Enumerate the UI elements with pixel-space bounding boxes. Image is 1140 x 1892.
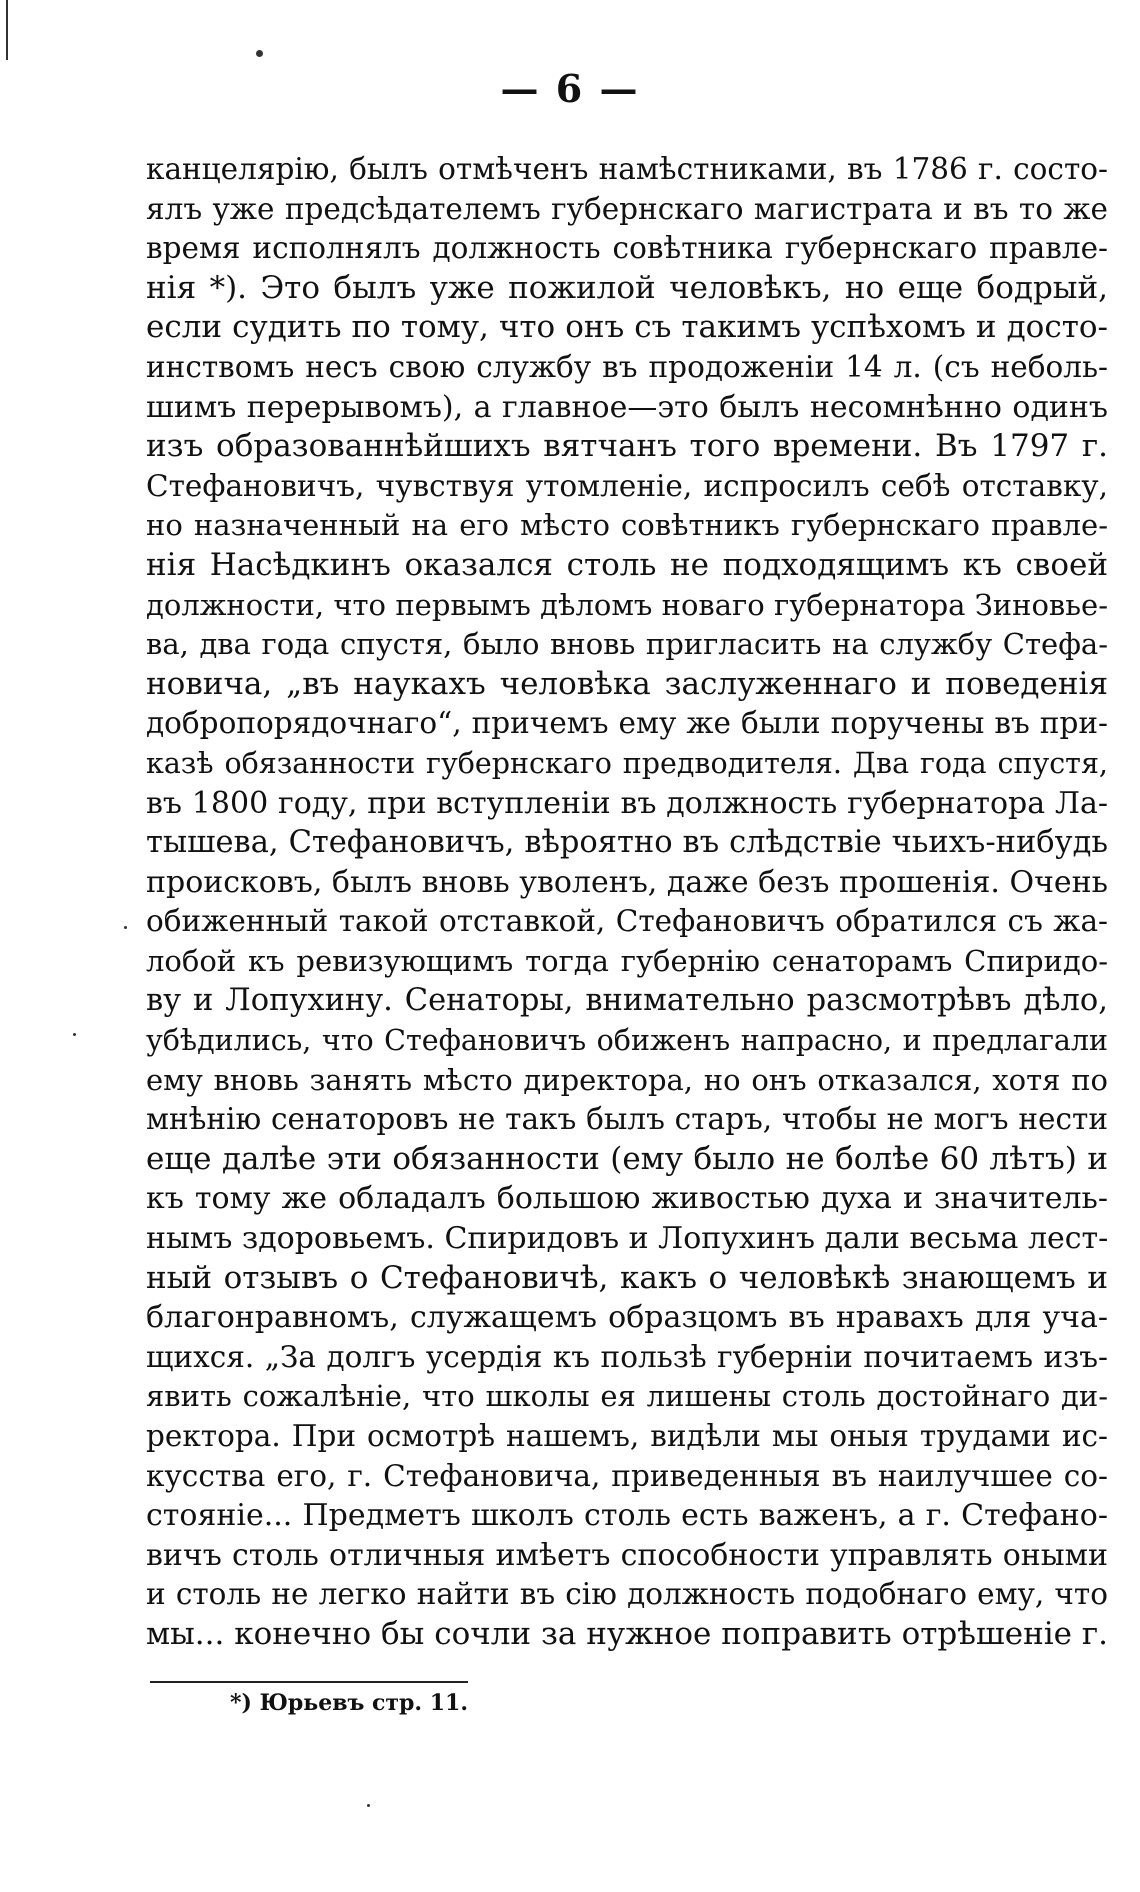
text-line: нымъ здоровьемъ. Спиридовъ и Лопухинъ дали весьма лест- <box>146 1221 1109 1257</box>
text-line: ва, два года спустя, было вновь пригласить на службу Стефа- <box>146 627 1108 662</box>
text-line: нія Насѣдкинъ оказался столь не подходящимъ къ своей <box>146 546 1108 583</box>
text-line: и столь не легко найти въ сію должность подобнаго ему, что <box>146 1577 1108 1612</box>
text-line: мнѣнію сенаторовъ не такъ былъ старъ, чтобы не могъ нести <box>146 1102 1108 1137</box>
text-line: стояніе... Предметъ школъ столь есть важенъ, а г. Стефано- <box>146 1498 1108 1534</box>
text-line: ему вновь занять мѣсто директора, но онъ отказался, хотя по <box>146 1062 1108 1097</box>
ink-speck <box>367 1804 370 1807</box>
text-line: явить сожалѣніе, что школы ея лишены столь достойнаго ди- <box>146 1379 1108 1414</box>
text-line: должности, что первымъ дѣломъ новаго губернатора Зиновье- <box>146 587 1108 622</box>
text-line: но назначенный на его мѣсто совѣтникъ губернскаго правле- <box>146 508 1108 543</box>
text-line: инствомъ несъ свою службу въ продоженіи 14 л. (съ неболь- <box>146 349 1108 384</box>
text-line: ву и Лопухину. Сенаторы, внимательно разсмотрѣвъ дѣло, <box>146 983 1108 1019</box>
footnote-divider <box>150 1681 468 1683</box>
footnote: *) Юрьевъ стр. 11. <box>230 1690 469 1716</box>
text-line: казѣ обязанности губернскаго предводителя. Два года спустя, <box>146 746 1108 780</box>
text-line: изъ образованнѣйшихъ вятчанъ того времени. Въ 1797 г. <box>146 428 1108 465</box>
text-line: вичъ столь отличныя имѣетъ способности управлять оными <box>146 1537 1108 1573</box>
text-line: новича, „въ наукахъ человѣка заслуженнаго и поведенія <box>146 665 1108 702</box>
text-line: кусства его, г. Стефановича, приведенныя въ наилучшее со- <box>146 1458 1108 1493</box>
text-line: канцелярію, былъ отмѣченъ намѣстниками, въ 1786 г. состо- <box>146 152 1108 186</box>
body-text <box>146 150 1108 1655</box>
text-line: добропорядочнаго“, причемъ ему же были поручены въ при- <box>146 706 1108 741</box>
ink-speck <box>256 50 263 57</box>
text-line: Стефановичъ, чувствуя утомленіе, испросилъ себѣ отставку, <box>146 468 1108 503</box>
text-line: къ тому же обладалъ большою живостью духа и значитель- <box>146 1181 1108 1217</box>
page-number: — 6 — <box>500 66 640 111</box>
text-line: обиженный такой отставкой, Стефановичъ обратился съ жа- <box>146 904 1108 939</box>
text-line: нія *). Это былъ уже пожилой человѣкъ, но еще бодрый, <box>146 269 1108 306</box>
text-line: щихся. „За долгъ усердія къ пользѣ губерніи почитаемъ изъ- <box>146 1339 1108 1374</box>
text-line: ялъ уже предсѣдателемъ губернскаго магистрата и въ то же <box>146 191 1108 226</box>
text-line: время исполнялъ должность совѣтника губернскаго правле- <box>146 231 1108 266</box>
text-line: происковъ, былъ вновь уволенъ, даже безъ прошенія. Очень <box>146 864 1108 900</box>
text-line: въ 1800 году, при вступленіи въ должность губернатора Ла- <box>146 785 1108 821</box>
text-line: еще далѣе эти обязанности (ему было не болѣе 60 лѣтъ) и <box>146 1140 1108 1177</box>
text-line: убѣдились, что Стефановичъ обиженъ напрасно, и предлагали <box>146 1024 1108 1058</box>
text-line: лобой къ ревизующимъ тогда губернію сенаторамъ Спиридо- <box>146 943 1108 978</box>
text-line: шимъ перерывомъ), а главное—это былъ несомнѣнно одинъ <box>146 389 1108 425</box>
ink-speck <box>124 926 127 929</box>
text-line: мы... конечно бы сочли за нужное поправить отрѣшеніе г. <box>146 1615 1108 1652</box>
text-line: благонравномъ, служащемъ образцомъ въ нравахъ для уча- <box>146 1300 1108 1336</box>
text-line: ректора. При осмотрѣ нашемъ, видѣли мы оныя трудами ис- <box>146 1419 1108 1453</box>
page-edge-line <box>6 0 8 60</box>
text-line: тышева, Стефановичъ, вѣроятно въ слѣдствіе чьихъ-нибудь <box>146 825 1108 861</box>
text-line: ный отзывъ о Стефановичѣ, какъ о человѣкѣ знающемъ и <box>146 1259 1108 1296</box>
text-line: если судить по тому, что онъ съ такимъ успѣхомъ и досто- <box>146 309 1108 346</box>
ink-speck <box>73 1033 76 1036</box>
